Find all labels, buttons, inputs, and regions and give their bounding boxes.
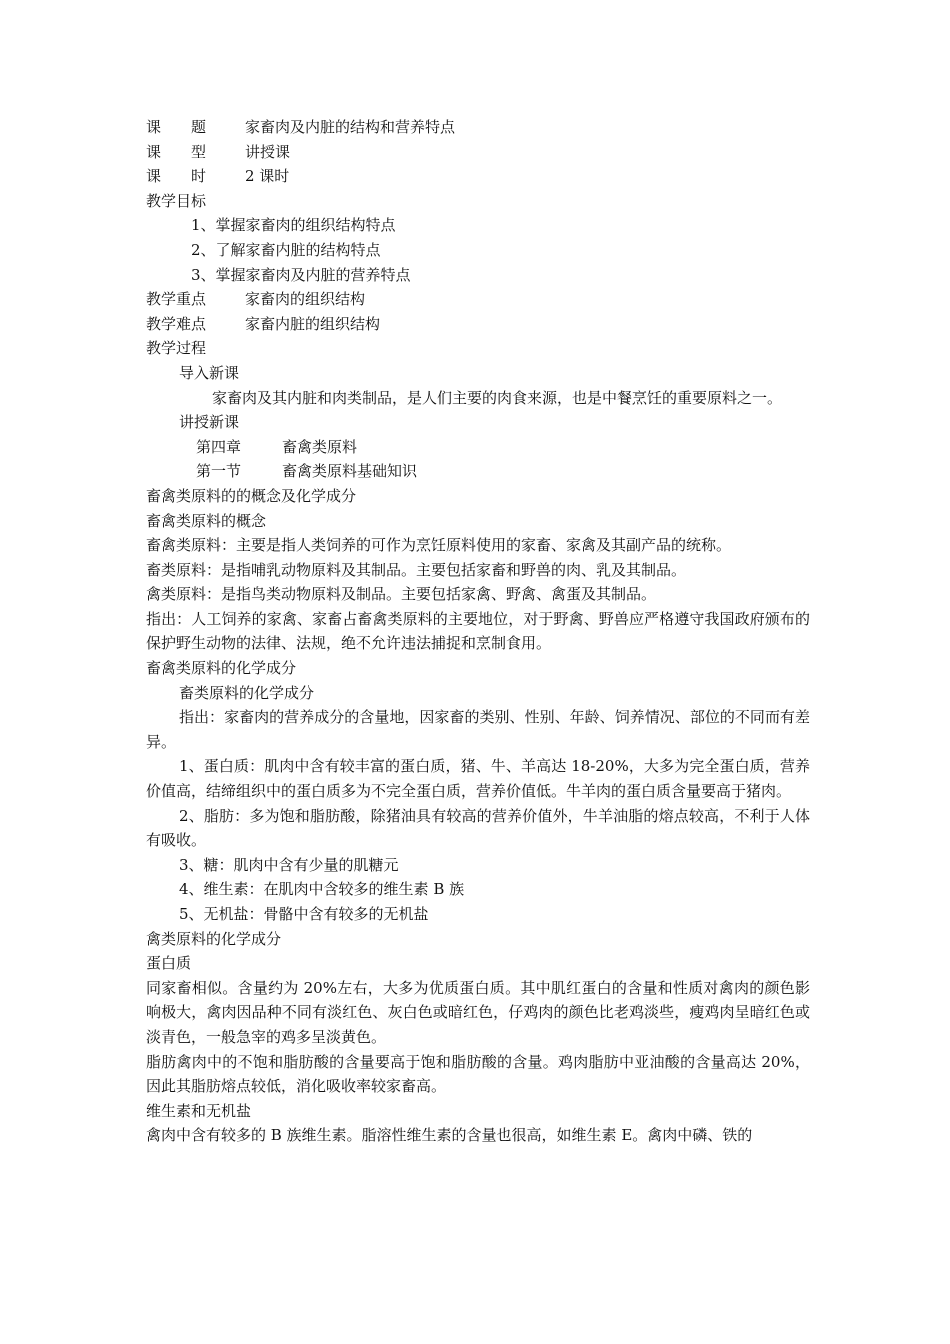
heading-concept: 畜禽类原料的概念 (146, 511, 267, 530)
header-topic (146, 115, 810, 140)
objective-item: 3、掌握家畜肉及内脏的营养特点 (191, 265, 411, 284)
header-type (146, 140, 810, 165)
objective-item: 1、掌握家畜肉的组织结构特点 (191, 216, 396, 235)
mineral-item: 5、无机盐：骨骼中含有较多的无机盐 (179, 905, 429, 923)
note-paragraph: 指出：人工饲养的家禽、家畜占畜禽类原料的主要地位，对于野禽、野兽应严格遵守我国政府颁布的保护野生动物的法律、法规，绝不允许违法捕捉和烹制食用。 (146, 609, 810, 653)
heading-concept-chem: 畜禽类原料的的概念及化学成分 (146, 486, 357, 505)
heading-livestock-chem: 畜类原料的化学成分 (179, 683, 315, 702)
chapter-heading (146, 435, 810, 460)
key-point-label: 教学重点 (146, 290, 207, 309)
process-title: 教学过程 (146, 339, 207, 358)
definition-paragraph: 畜类原料：是指哺乳动物原料及其制品。主要包括家畜和野兽的肉、乳及其制品。 (146, 560, 687, 579)
poultry-vitamin-paragraph: 禽肉中含有较多的 B 族维生素。脂溶性维生素的含量也很高，如维生素 E。禽肉中磷、铁的 (146, 1126, 753, 1145)
difficult-point (146, 312, 810, 337)
objective-item: 2、了解家畜内脏的结构特点 (191, 240, 381, 259)
heading-chem: 畜禽类原料的化学成分 (146, 659, 297, 678)
intro-text: 家畜肉及其内脏和肉类制品，是人们主要的肉食来源，也是中餐烹饪的重要原料之一。 (212, 388, 783, 407)
livestock-note-paragraph: 指出：家畜肉的营养成分的含量地，因家畜的类别、性别、年龄、饲养情况、部位的不同而有差异。 (146, 708, 810, 751)
topic-label: 课 题 (146, 118, 207, 136)
poultry-protein-paragraph: 同家畜相似。含量约为 20%左右，大多为优质蛋白质。其中肌红蛋白的含量和性质对禽肉的颜色影响极大，禽肉因品种不同有淡红色、灰白色或暗红色，仔鸡肉的颜色比老鸡淡些，瘦鸡肉呈暗红色或淡青色，一般急宰的鸡多呈淡黄色。 (146, 978, 810, 1046)
type-value: 讲授课 (245, 142, 291, 161)
difficult-point-label: 教学难点 (146, 314, 207, 333)
sugar-item: 3、糖：肌肉中含有少量的肌糖元 (179, 855, 399, 874)
hours-value: 2 课时 (245, 167, 290, 186)
type-label: 课 型 (146, 142, 207, 161)
key-point-value: 家畜肉的组织结构 (245, 290, 366, 309)
topic-value: 家畜肉及内脏的结构和营养特点 (245, 118, 456, 136)
header-hours (146, 164, 810, 189)
protein-paragraph: 1、蛋白质：肌肉中含有较丰富的蛋白质，猪、牛、羊高达 18-20%，大多为完全蛋白质，营养价值高，结缔组织中的蛋白质多为不完全蛋白质，营养价值低。牛羊肉的蛋白质含量要高于猪肉。 (146, 757, 810, 801)
intro-title: 导入新课 (179, 363, 240, 382)
heading-poultry-protein: 蛋白质 (146, 954, 192, 973)
definition-paragraph: 畜禽类原料：主要是指人类饲养的可作为烹饪原料使用的家畜、家禽及其副产品的统称。 (146, 536, 732, 555)
new-lesson-title: 讲授新课 (179, 413, 240, 432)
document-page (146, 115, 810, 1148)
chapter-value: 畜禽类原料 (282, 437, 358, 456)
key-point (146, 287, 810, 312)
fat-paragraph: 2、脂肪：多为饱和脂肪酸，除猪油具有较高的营养价值外，牛羊油脂的熔点较高，不利于人体有吸收。 (146, 806, 810, 850)
heading-poultry-vitamin: 维生素和无机盐 (146, 1101, 252, 1120)
difficult-point-value: 家畜内脏的组织结构 (245, 314, 381, 333)
chapter-label: 第四章 (196, 437, 242, 456)
heading-poultry-chem: 禽类原料的化学成分 (146, 929, 282, 948)
objectives-title: 教学目标 (146, 191, 207, 210)
section-heading (146, 459, 810, 484)
definition-paragraph: 禽类原料：是指鸟类动物原料及制品。主要包括家禽、野禽、禽蛋及其制品。 (146, 585, 657, 604)
poultry-fat-paragraph: 脂肪禽肉中的不饱和脂肪酸的含量要高于饱和脂肪酸的含量。鸡肉脂肪中亚油酸的含量高达 20%，因此其脂肪熔点较低，消化吸收率较家畜高。 (146, 1052, 810, 1096)
hours-label: 课 时 (146, 167, 207, 186)
section-label: 第一节 (196, 462, 242, 481)
section-value: 畜禽类原料基础知识 (282, 462, 418, 481)
vitamin-item: 4、维生素：在肌肉中含较多的维生素 B 族 (179, 880, 465, 899)
